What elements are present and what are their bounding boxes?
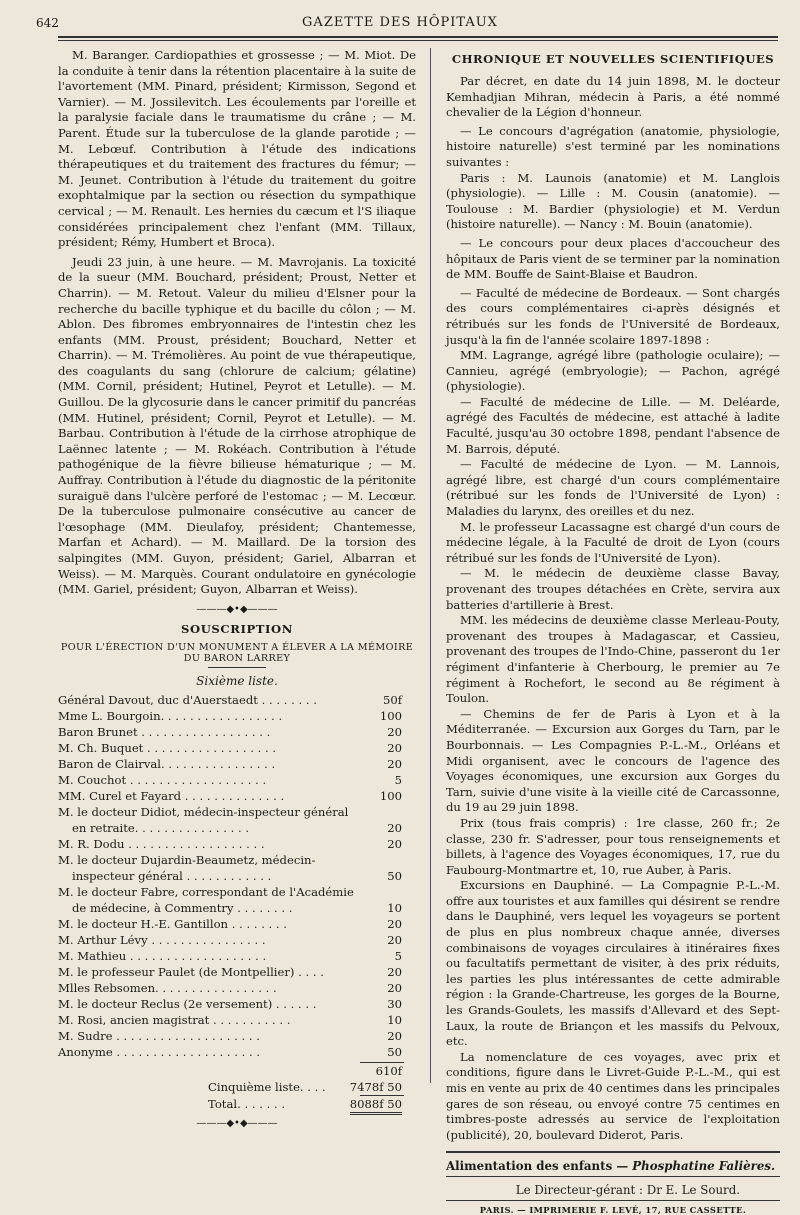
totals bbox=[58, 1062, 416, 1112]
list-item: M. Ch. Buquet . . . . . . . . . . . . . . . . . . 20 bbox=[58, 740, 402, 755]
list-item: Baron Brunet . . . . . . . . . . . . . . . . . . 20 bbox=[58, 724, 402, 739]
advert-line bbox=[446, 1159, 780, 1173]
ornament-divider: ———◆•◆——— bbox=[196, 603, 278, 615]
thesis-list-thursday: Jeudi 23 juin, à une heure. — M. Mavrojanis. La toxicité de la sueur (MM. Bouchard, président; Proust, Netter et Charrin). — M. Retout. Valeur du milieu d'Elsner pour la recherche du bacille typhique et du bacille du côlon ; — M. Ablon. Des fibromes embryonnaires de l'intestin chez les enfants (MM. Proust, président; Bouchard, Netter et Charrin). — M. Trémolières. Au point de vue thérapeutique, des coagulants du sang (chlorure de calcium; gélatine) (MM. Cornil, président; Hutinel, Peyrot et Letulle). — M. Guillou. De la glycosurie dans le cancer primitif du pancréas (MM. Hutinel, président; Cornil, Peyrot et Letulle). — M. Barbau. Contribution à l'étude de la cirrhose atrophique de Laënnec latente ; — M. Rokéach. Contribution à l'étude pathogénique de la fièvre bilieuse hématurique ; — M. Auffray. Contribution à l'étude du diagnostic de la péritonite suraiguë dans l'ulcère perforé de l'estomac ; — M. Lecœur. De la tuberculose pulmonaire consécutive au cancer de l'œsophage (MM. Dieulafoy, président; Chantemesse, Marfan et Achard). — M. Maillard. De la torsion des salpingites (MM. Guyon, président; Gariel, Albarran et Weiss). — M. Marquès. Courant ondulatoire en gynécologie (MM. Gariel, président; Guyon, Albarran et Weiss). bbox=[58, 254, 416, 597]
thesis-list-paragraph: M. Baranger. Cardiopathies et grossesse ; — M. Miot. De la conduite à tenir dans la rétention placentaire à la suite de l'avortement (MM. Pinard, président; Kirmisson, Segond et Varnier). — M. Jossilevitch. Les écoulements par l'oreille et la paralysie faciale dans le traumatisme du crâne ; — M. Parent. Étude sur la tuberculose de la glande parotide ; — M. Lebœuf. Contribution à l'étude des indications thérapeutiques et du traitement des fractures du fémur; — M. Jeunet. Contribution à l'étude du traitement du goitre exophtalmique par la section ou résection du sympathique cervical ; — M. Renault. Les hernies du cæcum et l'S iliaque considérées principalement chez l'enfant (MM. Tillaux, président; Rémy, Humbert et Broca). bbox=[58, 48, 416, 250]
list-item: M. le docteur Fabre, correspondant de l'Académie de médecine, à Commentry . . . . . . . . 10 bbox=[58, 884, 402, 915]
news-paragraph: — Chemins de fer de Paris à Lyon et à la Méditerranée. — Excursion aux Gorges du Tarn, par le Bourbonnais. — Les Compagnies P.-L.-M., Orléans et Midi organisent, avec le concours de l'agence des Voyages économiques, une excursion aux Gorges du Tarn, suivie d'une visite à la vieille cité de Carcassonne, du 19 au 29 juin 1898. bbox=[446, 706, 780, 815]
subtotal-row bbox=[58, 1063, 416, 1079]
news-paragraph: MM. les médecins de deuxième classe Merleau-Pouty, provenant des troupes à Madagascar, et Cassieu, provenant des troupes de l'Indo-Chine, passeront du 1er régiment d'infanterie à Cherbourg, le premier au 7e régiment à Rochefort, le second au 8e régiment à Toulon. bbox=[446, 613, 780, 706]
news-paragraph: — Faculté de médecine de Lyon. — M. Lannois, agrégé libre, est chargé d'un cours complémentaire (rétribué sur les fonds de l'Université de Lyon) : Maladies du larynx, des oreilles et du nez. bbox=[446, 457, 780, 519]
souscription-subtitle: POUR L'ÉRECTION D'UN MONUMENT A ÉLEVER A LA MÉMOIRE DU BARON LARREY bbox=[60, 641, 414, 664]
cinquieme-row: Cinquième liste. . . . 7478f 50 bbox=[208, 1079, 402, 1094]
list-item: M. Couchot . . . . . . . . . . . . . . . . . . . 5 bbox=[58, 772, 402, 787]
ornament-divider-bottom: ———◆•◆——— bbox=[196, 1117, 278, 1129]
news-paragraph: La nomenclature de ces voyages, avec prix et conditions, figure dans le Livret-Guide P.-L.-M., qui est mis en vente au prix de 40 centimes dans les principales gares de son réseau, ou envoyé contre 75 centimes en timbres-poste adressés au service de l'exploitation (publicité), 20, boulevard Diderot, Paris. bbox=[446, 1049, 780, 1142]
running-head: GAZETTE DES HÔPITAUX bbox=[302, 15, 498, 30]
thin-rule bbox=[446, 1176, 780, 1177]
header-rule-thin bbox=[58, 40, 778, 41]
list-title: Sixième liste. bbox=[196, 673, 278, 688]
imprimerie-line: PARIS. — IMPRIMERIE F. LEVÉ, 17, RUE CASSETTE. bbox=[479, 1205, 747, 1215]
news-paragraph: — Faculté de médecine de Bordeaux. — Sont chargés des cours complémentaires ci-après désignés et rétribués sur les fonds de l'Université de Bordeaux, jusqu'à la fin de l'année scolaire 1897-1898 : bbox=[446, 285, 780, 347]
news-paragraph: MM. Lagrange, agrégé libre (pathologie oculaire); — Cannieu, agrégé (embryologie); — Pachon, agrégé (physiologie). bbox=[446, 348, 780, 394]
total-row: Total. . . . . . . 8088f 50 bbox=[58, 1096, 416, 1112]
news-paragraph: Excursions en Dauphiné. — La Compagnie P.-L.-M. offre aux touristes et aux familles qui désirent se rendre dans le Dauphiné, vers lequel les voyageurs se portent de plus en plus nombreux chaque année, diverses combinaisons de voyages circulaires à itinéraires fixes ou facultatifs permettant de visiter, à des prix réduits, les parties les plus intéressantes de cette admirable région : la Grande-Chartreuse, les gorges de la Bourne, les Grands-Goulets, les massifs d'Allevard et des Sept-Laux, la route de Briançon et les massifs du Pelvoux, etc. bbox=[446, 878, 780, 1049]
list-item: M. le docteur H.-E. Gantillon . . . . . . . . 20 bbox=[58, 916, 402, 931]
list-item: Baron de Clairval. . . . . . . . . . . . . . . . 20 bbox=[58, 756, 402, 771]
column-divider bbox=[430, 48, 431, 1083]
list-item: M. Mathieu . . . . . . . . . . . . . . . . . . . 5 bbox=[58, 948, 402, 963]
news-paragraph: — Le concours pour deux places d'accoucheur des hôpitaux de Paris vient de se terminer par la nomination de MM. Bouffe de Saint-Blaise et Baudron. bbox=[446, 235, 780, 282]
souscription-title: SOUSCRIPTION bbox=[181, 621, 293, 636]
subtotal-value: 610f bbox=[375, 1063, 402, 1078]
news-paragraph: Par décret, en date du 14 juin 1898, M. le docteur Kemhadjian Mihran, médecin à Paris, a été nommé chevalier de la Légion d'honneur. bbox=[446, 74, 780, 120]
news-paragraph: Prix (tous frais compris) : 1re classe, 260 fr.; 2e classe, 230 fr. S'adresser, pour tous renseignements et billets, à l'agence des Voyages économiques, 17, rue du Faubourg-Montmartre et, 10, rue Auber, à Paris. bbox=[446, 815, 780, 877]
right-column bbox=[446, 48, 780, 1215]
news-paragraph: — M. le médecin de deuxième classe Bavay, provenant des troupes détachées en Crète, servira aux batteries d'artillerie à Brest. bbox=[446, 566, 780, 612]
list-item: M. le docteur Dujardin-Beaumetz, médecin-inspecteur général . . . . . . . . . . . . 50 bbox=[58, 852, 402, 883]
list-item: M. Arthur Lévy . . . . . . . . . . . . . . . . 20 bbox=[58, 932, 402, 947]
list-item: Mme L. Bourgoin. . . . . . . . . . . . . . . . . 100 bbox=[58, 708, 402, 723]
advert-product: Phosphatine Falières. bbox=[632, 1159, 776, 1174]
news-paragraph: M. le professeur Lacassagne est chargé d'un cours de médecine légale, à la Faculté de droit de Lyon (cours rétribué sur les fonds de l'Université de Lyon). bbox=[446, 519, 780, 565]
header-rule bbox=[58, 36, 778, 38]
short-rule bbox=[208, 667, 266, 668]
list-item: Mlles Rebsomen. . . . . . . . . . . . . . . . . 20 bbox=[58, 980, 402, 995]
list-item: M. R. Dodu . . . . . . . . . . . . . . . . . . . 20 bbox=[58, 836, 402, 851]
list-item: M. le professeur Paulet (de Montpellier) . . . . 20 bbox=[58, 964, 402, 979]
chronique-title: CHRONIQUE ET NOUVELLES SCIENTIFIQUES bbox=[451, 52, 775, 66]
list-item: M. le docteur Didiot, médecin-inspecteur général en retraite. . . . . . . . . . . . . . . . 20 bbox=[58, 804, 402, 835]
list-item: Anonyme . . . . . . . . . . . . . . . . . . . . 50 bbox=[58, 1044, 402, 1059]
news-paragraph: — Le concours d'agrégation (anatomie, physiologie, histoire naturelle) s'est terminé par les nominations suivantes : bbox=[446, 123, 780, 169]
cinquieme-amount: 7478f 50 bbox=[349, 1079, 402, 1094]
donor-list bbox=[58, 692, 416, 1060]
news-paragraph: — Faculté de médecine de Lille. — M. Deléarde, agrégé des Facultés de médecine, est attaché à ladite Faculté, jusqu'au 30 octobre 1898, pendant l'absence de M. Barrois, député. bbox=[446, 394, 780, 456]
list-item: MM. Curel et Fayard . . . . . . . . . . . . . . 100 bbox=[58, 788, 402, 803]
news-paragraph: Paris : M. Launois (anatomie) et M. Langlois (physiologie). — Lille : M. Cousin (anatomie). — Toulouse : M. Bardier (physiologie) et M. Verdun (histoire naturelle). — Nancy : M. Bouin (anatomie). bbox=[446, 170, 780, 232]
left-column bbox=[58, 48, 416, 1136]
page-number: 642 bbox=[36, 16, 59, 30]
list-item: M. le docteur Reclus (2e versement) . . . . . . 30 bbox=[58, 996, 402, 1011]
list-item: Général Davout, duc d'Auerstaedt . . . . . . . . 50f bbox=[58, 692, 402, 707]
thin-rule bbox=[446, 1200, 780, 1201]
list-item: M. Sudre . . . . . . . . . . . . . . . . . . . . 20 bbox=[58, 1028, 402, 1043]
gerant-line: Le Directeur-gérant : Dr E. Le Sourd. bbox=[515, 1183, 740, 1198]
advert-label: Alimentation des enfants — bbox=[446, 1159, 629, 1174]
total-amount: 8088f 50 bbox=[350, 1096, 402, 1115]
section-rule bbox=[446, 1151, 780, 1153]
list-item: M. Rosi, ancien magistrat . . . . . . . . . . . 10 bbox=[58, 1012, 402, 1027]
